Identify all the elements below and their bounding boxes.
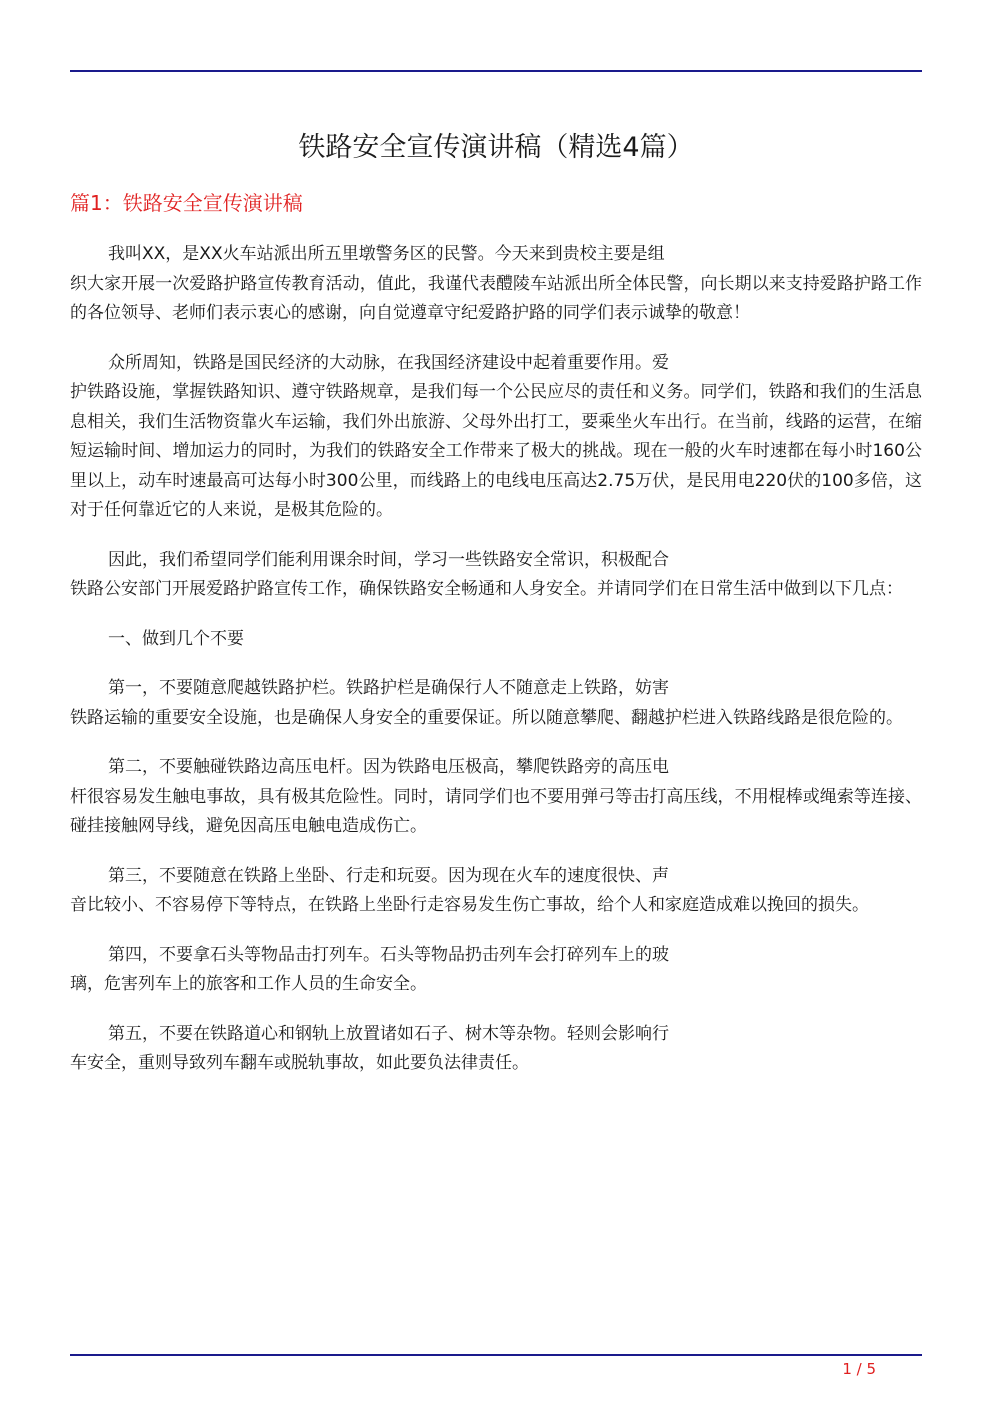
paragraph-text: 音比较小、不容易停下等特点，在铁路上坐卧行走容易发生伤亡事故，给个人和家庭造成难以挽回的损失。 [70, 895, 869, 915]
list-heading: 一、做到几个不要 [108, 628, 244, 649]
paragraph-first-line: 第一，不要随意爬越铁路护栏。铁路护栏是确保行人不随意走上铁路，妨害 [108, 678, 669, 698]
paragraph-text: 铁路运输的重要安全设施，也是确保人身安全的重要保证。所以随意攀爬、翻越护栏进入铁路线路是很危险的。 [70, 707, 903, 728]
paragraph-text: 铁路公安部门开展爱路护路宣传工作，确保铁路安全畅通和人身安全。并请同学们在日常生活中做到以下几点： [70, 579, 903, 599]
section-heading: 篇1：铁路安全宣传演讲稿 [70, 191, 303, 215]
paragraph-first-line: 第五，不要在铁路道心和钢轨上放置诸如石子、树木等杂物。轻则会影响行 [108, 1023, 669, 1044]
paragraph-first-line: 众所周知，铁路是国民经济的大动脉，在我国经济建设中起着重要作用。爱 [108, 352, 669, 373]
paragraph-first-line: 第二，不要触碰铁路边高压电杆。因为铁路电压极高，攀爬铁路旁的高压电 [108, 757, 669, 777]
paragraph-first-line: 我叫XX，是XX火车站派出所五里墩警务区的民警。今天来到贵校主要是组 [108, 244, 665, 264]
paragraph-text: 织大家开展一次爱路护路宣传教育活动，值此，我谨代表醴陵车站派出所全体民警，向长期以来支持爱路护路工作的各位领导、老师们表示衷心的感谢，向自觉遵章守纪爱路护路的同学们表示诚挚的敬意！ [70, 273, 922, 323]
document-body [70, 240, 922, 1099]
paragraph-text: 护铁路设施，掌握铁路知识、遵守铁路规章，是我们每一个公民应尽的责任和义务。同学们，铁路和我们的生活息息相关，我们生活物资靠火车运输，我们外出旅游、父母外出打工，要乘坐火车出行。在当前，线路的运营，在缩短运输时间、增加运力的同时，为我们的铁路安全工作带来了极大的挑战。现在一般的火车时速都在每小时160公里以上，动车时速最高可达每小时300公里，而线路上的电线电压高达2.75万伏，是民用电220伏的100多倍，这对于任何靠近它的人来说，是极其危险的。 [70, 382, 922, 520]
paragraph-text: 杆很容易发生触电事故，具有极其危险性。同时，请同学们也不要用弹弓等击打高压线，不用棍棒或绳索等连接、碰挂接触网导线，避免因高压电触电造成伤亡。 [70, 786, 922, 836]
paragraph-first-line: 因此，我们希望同学们能利用课余时间，学习一些铁路安全常识，积极配合 [108, 549, 669, 570]
header-rule [70, 70, 922, 72]
paragraph [70, 240, 922, 329]
page-number: 1 / 5 [842, 1360, 876, 1378]
paragraph [70, 941, 922, 1000]
paragraph [70, 753, 922, 842]
paragraph-first-line: 第四，不要拿石头等物品击打列车。石头等物品扔击列车会打碎列车上的玻 [108, 944, 669, 965]
paragraph-text: 车安全，重则导致列车翻车或脱轨事故，如此要负法律责任。 [70, 1053, 529, 1073]
paragraph [70, 546, 922, 605]
paragraph-first-line: 第三，不要随意在铁路上坐卧、行走和玩耍。因为现在火车的速度很快、声 [108, 865, 669, 886]
paragraph [70, 674, 922, 733]
paragraph-text: 璃，危害列车上的旅客和工作人员的生命安全。 [70, 974, 427, 994]
paragraph [70, 862, 922, 921]
footer-rule [70, 1354, 922, 1356]
document-title: 铁路安全宣传演讲稿（精选4篇） [298, 132, 694, 163]
paragraph [70, 349, 922, 526]
paragraph [70, 1020, 922, 1079]
